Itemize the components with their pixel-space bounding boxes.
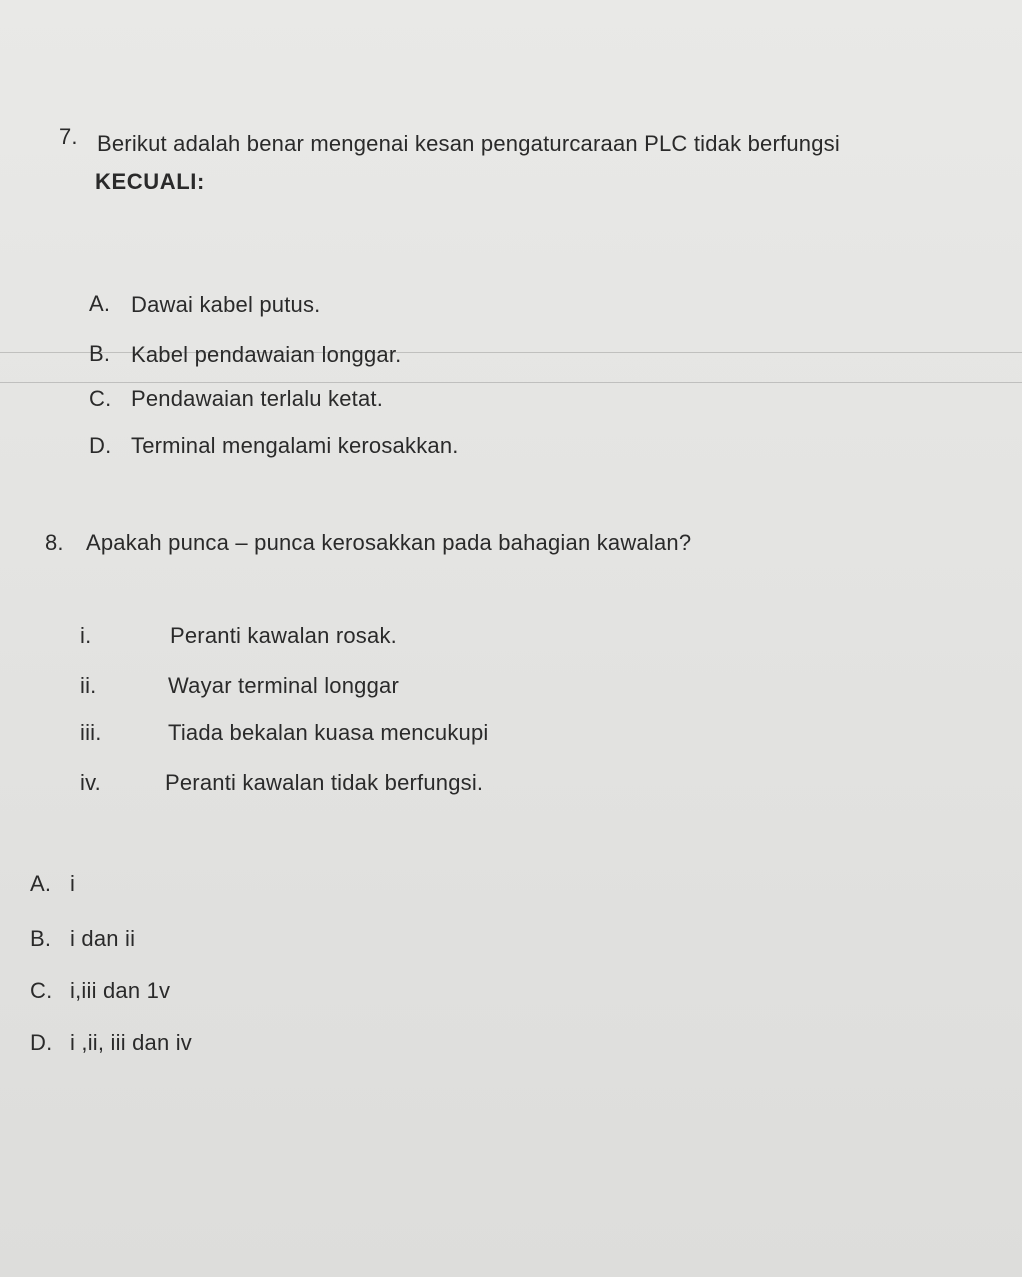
q7-option-b-text: Kabel pendawaian longgar. [131,342,402,367]
q8-item-iii-numeral: iii. [80,720,102,745]
q7-option-c-text: Pendawaian terlalu ketat. [131,386,384,411]
q7-option-a-letter: A. [89,291,111,316]
q8-item-i-text: Peranti kawalan rosak. [170,623,397,648]
question-8-stem: Apakah punca – punca kerosakkan pada bahagian kawalan? [86,530,692,555]
q7-option-b-letter: B. [89,341,111,366]
q8-option-d-letter: D. [30,1030,53,1055]
q8-item-iii-text: Tiada bekalan kuasa mencukupi [168,720,489,745]
q7-option-a-text: Dawai kabel putus. [131,292,321,317]
q8-item-iv-text: Peranti kawalan tidak berfungsi. [165,770,484,795]
q8-option-c-letter: C. [30,978,53,1003]
q8-option-b-letter: B. [30,926,52,951]
question-7-number: 7. [59,124,78,149]
q8-option-a-text: i [70,871,76,896]
q8-option-b-text: i dan ii [70,926,136,951]
q8-item-iv-numeral: iv. [80,770,101,795]
q8-option-a-letter: A. [30,871,52,896]
q8-option-d-text: i ,ii, iii dan iv [70,1030,192,1055]
q7-option-d-letter: D. [89,433,112,458]
q7-option-d-text: Terminal mengalami kerosakkan. [131,433,459,458]
q8-item-i-numeral: i. [80,623,92,648]
question-8-number: 8. [45,530,64,555]
paper-fold-line [0,382,1022,383]
q7-option-c-letter: C. [89,386,112,411]
question-7-keyword: KECUALI: [95,169,205,194]
q8-option-c-text: i,iii dan 1v [70,978,171,1003]
q8-item-ii-text: Wayar terminal longgar [168,673,400,698]
question-7-stem: Berikut adalah benar mengenai kesan pengaturcaraan PLC tidak berfungsi [97,131,840,156]
q8-item-ii-numeral: ii. [80,673,97,698]
